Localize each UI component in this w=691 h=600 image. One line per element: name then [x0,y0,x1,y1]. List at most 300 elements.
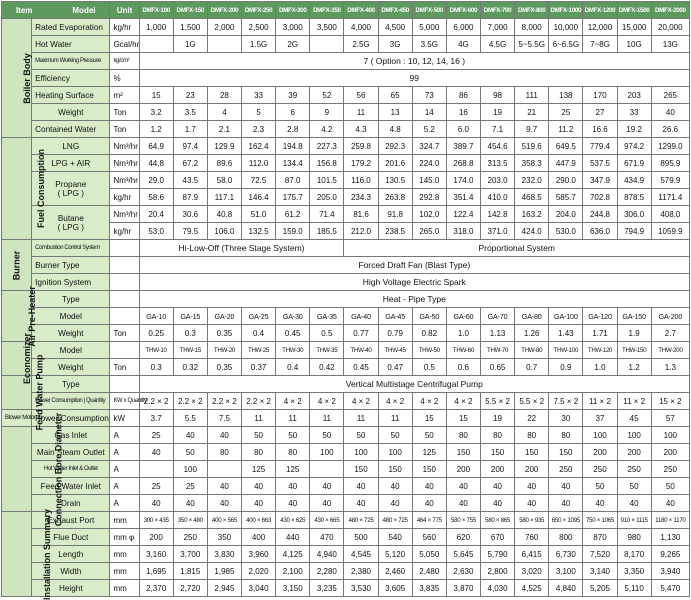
unit-label [110,274,139,291]
value-cell: 200 [515,461,549,478]
value-cell: 0.42 [310,359,344,376]
value-cell: 40 [173,495,207,512]
unit-label: Ton [110,121,139,138]
value-cell: 480 × 725 [344,512,378,529]
value-cell: 40 [412,495,446,512]
value-cell: GA-150 [617,308,651,325]
spec-table [1,1,690,600]
header-unit: Unit [110,2,139,19]
item-label: Height [32,580,110,597]
value-cell: 1.43 [549,325,583,342]
value-cell: 620 [446,529,480,546]
value-cell: 11 [242,410,276,427]
model-header: DMFX-800 [515,2,549,19]
model-header: DMFX-2000 [651,2,689,19]
model-header: DMFX-100 [139,2,173,19]
value-cell: 111 [515,87,549,104]
value-cell: 203 [617,87,651,104]
value-cell: 2.2 × 2 [139,393,173,410]
value-cell: 2,500 [242,19,276,36]
value-cell: 81.6 [344,206,378,223]
item-label: Drain [32,495,110,512]
item-label: Ignition System [32,274,110,291]
unit-label [110,240,139,257]
value-cell: 37 [583,410,617,427]
value-cell: 1G [173,36,207,53]
value-cell: 16.6 [583,121,617,138]
value-cell: 25 [139,478,173,495]
value-cell: 203.0 [480,172,514,189]
value-cell: 72.5 [242,172,276,189]
value-cell: 100 [583,427,617,444]
item-label: Main Steam Outlet [32,444,110,461]
value-cell: 670 [480,529,514,546]
value-cell: 580 × 935 [515,512,549,529]
value-cell: 201.6 [378,155,412,172]
row-butane_nm3 [2,206,690,223]
value-cell: 5,645 [446,546,480,563]
value-cell: 540 [378,529,412,546]
unit-label: % [110,70,139,87]
value-cell: 97.4 [173,138,207,155]
value-cell: 3,020 [515,563,549,580]
row-length [2,546,690,563]
row-combustion_control [2,240,690,257]
value-cell: 3,150 [276,580,310,597]
item-label: Heating Surface [32,87,110,104]
value-cell: 150 [378,461,412,478]
category-label: Air Pre-Heater [26,285,37,347]
item-label: Gas Inlet [32,427,110,444]
value-cell: 650 × 1095 [549,512,583,529]
row-lng [2,138,690,155]
value-cell: 3,100 [549,563,583,580]
value-cell: 4,030 [480,580,514,597]
value-cell: 6,730 [549,546,583,563]
unit-label [110,291,139,308]
value-cell: 250 [549,461,583,478]
item-label-propane: Propane ( LPG ) [32,172,110,206]
value-cell: 4,125 [276,546,310,563]
unit-label: Nm³/hr [110,172,139,189]
value-cell: 6.0 [446,121,480,138]
span-value: 99 [139,70,689,87]
value-cell: 5,000 [412,19,446,36]
value-cell: 29.0 [139,172,173,189]
value-cell: 11 [344,410,378,427]
value-cell: 40 [276,478,310,495]
value-cell: 64.9 [139,138,173,155]
value-cell: 4,940 [310,546,344,563]
value-cell: 530.0 [549,223,583,240]
value-cell: 2,380 [344,563,378,580]
value-cell: 50 [242,427,276,444]
row-feed_water_inlet [2,478,690,495]
value-cell: 200 [617,444,651,461]
value-cell: GA-15 [173,308,207,325]
value-cell: 40 [207,495,241,512]
value-cell: THW-30 [276,342,310,359]
value-cell: 125 [242,461,276,478]
unit-label: kg/cm² [110,53,139,70]
row-width [2,563,690,580]
row-pump_power [2,393,690,410]
value-cell: 122.4 [446,206,480,223]
value-cell: 67.2 [173,155,207,172]
value-cell: 25 [139,427,173,444]
value-cell: 1,985 [207,563,241,580]
value-cell: 7.5 × 2 [549,393,583,410]
value-cell: 16 [446,104,480,121]
item-label: Weight [32,104,110,121]
value-cell: 2.2 × 2 [242,393,276,410]
value-cell: 2,945 [207,580,241,597]
item-label: Contained Water [32,121,110,138]
value-cell: 0.25 [139,325,173,342]
unit-label: m² [110,87,139,104]
value-cell: 4 × 2 [310,393,344,410]
row-flue_duct [2,529,690,546]
value-cell: 33 [242,87,276,104]
value-cell: 1180 × 1170 [651,512,689,529]
value-cell: 146.4 [242,189,276,206]
value-cell: 10G [617,36,651,53]
value-cell: 14 [412,104,446,121]
value-cell: 40 [651,104,689,121]
value-cell: 100 [651,427,689,444]
value-cell: 6~6.5G [549,36,583,53]
value-cell: GA-10 [139,308,173,325]
value-cell: THW-35 [310,342,344,359]
value-cell: 3,530 [344,580,378,597]
value-cell: 3G [378,36,412,53]
value-cell: 40 [515,478,549,495]
value-cell: 537.5 [583,155,617,172]
unit-label: KW x Quantity [110,393,139,410]
header-model: Model [72,5,96,15]
value-cell: 440 [276,529,310,546]
value-cell: 250 [583,461,617,478]
value-cell: 5~5.5G [515,36,549,53]
value-cell: 40 [344,495,378,512]
value-cell: 150 [515,444,549,461]
model-header: DMFX-600 [446,2,480,19]
value-cell: 580 × 755 [446,512,480,529]
value-cell: 40 [515,495,549,512]
value-cell: 26.6 [651,121,689,138]
value-cell: 464 × 775 [412,512,446,529]
value-cell: 0.77 [344,325,378,342]
value-cell: 408.0 [651,206,689,223]
value-cell: 204.0 [549,206,583,223]
value-cell: 40 [549,478,583,495]
value-cell: 585.7 [549,189,583,206]
value-cell: 0.45 [344,359,378,376]
value-cell: 750 × 1065 [583,512,617,529]
value-cell: 112.0 [242,155,276,172]
value-cell: 649.5 [549,138,583,155]
item-label: Rated Evaporation [32,19,110,36]
value-cell: 430 × 665 [310,512,344,529]
value-cell: 15 [139,87,173,104]
value-cell: 86 [446,87,480,104]
value-cell: 250 [173,529,207,546]
value-cell: 20,000 [651,19,689,36]
value-cell: 159.0 [276,223,310,240]
value-cell: 2,100 [276,563,310,580]
value-cell: 4.8 [378,121,412,138]
model-header: DMFX-450 [378,2,412,19]
value-cell: 265.0 [412,223,446,240]
value-cell: 125 [412,444,446,461]
value-cell: 3,160 [139,546,173,563]
value-cell: 0.6 [446,359,480,376]
value-cell: 400 [242,529,276,546]
value-cell: 8,000 [515,19,549,36]
value-cell: 7~8G [583,36,617,53]
span-value: Proportional System [344,240,690,257]
value-cell: 0.82 [412,325,446,342]
value-cell: THW-150 [617,342,651,359]
value-cell: 39 [276,87,310,104]
value-cell: 1.2 [617,359,651,376]
value-cell: 4,500 [378,19,412,36]
value-cell: 3,605 [378,580,412,597]
value-cell: 150 [344,461,378,478]
value-cell: 5,050 [412,546,446,563]
value-cell: 0.47 [378,359,412,376]
value-cell: GA-70 [480,308,514,325]
span-value: High Voltage Electric Spark [139,274,689,291]
row-aph_model [2,308,690,325]
value-cell: 80 [276,444,310,461]
value-cell: 227.3 [310,138,344,155]
value-cell: 3,500 [310,19,344,36]
value-cell: 106.0 [207,223,241,240]
value-cell: 980 [617,529,651,546]
row-aph_weight [2,325,690,342]
unit-label: kg/hr [110,19,139,36]
model-header: DMFX-200 [207,2,241,19]
value-cell: 1299.0 [651,138,689,155]
value-cell: 2,000 [207,19,241,36]
value-cell: 200 [446,461,480,478]
value-cell: 20.4 [139,206,173,223]
value-cell: 80 [549,427,583,444]
item-label: Flue Duct [32,529,110,546]
value-cell: 2,630 [446,563,480,580]
value-cell: 1,130 [651,529,689,546]
value-cell: 234.3 [344,189,378,206]
value-cell: 579.9 [651,172,689,189]
value-cell: GA-50 [412,308,446,325]
value-cell: 1,815 [173,563,207,580]
value-cell: 2,370 [139,580,173,597]
category-burner [2,240,32,291]
unit-label [110,342,139,359]
value-cell: 51.0 [242,206,276,223]
value-cell: 40 [310,478,344,495]
value-cell: 40 [378,478,412,495]
value-cell: 9 [310,104,344,121]
row-blower_power [2,410,690,427]
item-label: Efficiency [32,70,110,87]
value-cell: 0.4 [276,359,310,376]
value-cell: 4,840 [549,580,583,597]
value-cell: 1.7 [173,121,207,138]
value-cell: 12,000 [583,19,617,36]
value-cell: 1,500 [173,19,207,36]
value-cell: 290.0 [549,172,583,189]
value-cell: 7,520 [583,546,617,563]
category-fuel [2,138,46,240]
value-cell: 5,205 [583,580,617,597]
value-cell: 40 [173,427,207,444]
value-cell: 129.9 [207,138,241,155]
value-cell: 2G [276,36,310,53]
value-cell: 21 [515,104,549,121]
item-label: Weight [32,359,110,376]
item-label-butane: Butane ( LPG ) [32,206,110,240]
value-cell: THW-200 [651,342,689,359]
value-cell: 480 × 725 [378,512,412,529]
row-drain [2,495,690,512]
value-cell: 4 × 2 [446,393,480,410]
value-cell: 40 [480,478,514,495]
value-cell [139,36,173,53]
value-cell: 3,040 [242,580,276,597]
value-cell: 3,870 [446,580,480,597]
value-cell: 185.5 [310,223,344,240]
value-cell: 170 [583,87,617,104]
span-value: 7 ( Option : 10, 12, 14, 16 ) [139,53,689,70]
unit-label: A [110,495,139,512]
value-cell: 4G [446,36,480,53]
category-label: Burner [11,250,22,280]
value-cell: 671.9 [617,155,651,172]
value-cell: 0.32 [173,359,207,376]
value-cell: 79.5 [173,223,207,240]
value-cell: 50 [310,427,344,444]
value-cell: 40 [310,495,344,512]
value-cell: 895.9 [651,155,689,172]
value-cell: 44.8 [139,155,173,172]
value-cell: 5.5 × 2 [480,393,514,410]
value-cell: 259.8 [344,138,378,155]
value-cell: 100 [617,427,651,444]
value-cell: 2.2 × 2 [173,393,207,410]
value-cell: 0.3 [139,359,173,376]
value-cell: 40 [378,495,412,512]
unit-label: A [110,478,139,495]
item-label: Type [32,291,110,308]
row-propane_nm3 [2,172,690,189]
value-cell: 0.7 [515,359,549,376]
value-cell: 3,350 [617,563,651,580]
value-cell: 4,525 [515,580,549,597]
value-cell: 40 [242,495,276,512]
value-cell: 1.71 [583,325,617,342]
value-cell: 0.5 [310,325,344,342]
value-cell: 116.0 [344,172,378,189]
value-cell: 50 [276,427,310,444]
value-cell: 91.8 [378,206,412,223]
value-cell: 19 [480,410,514,427]
value-cell: 760 [515,529,549,546]
value-cell: 636.0 [583,223,617,240]
value-cell: 205.0 [310,189,344,206]
value-cell: 3.5G [412,36,446,53]
row-eco_weight [2,359,690,376]
value-cell: 11 [276,410,310,427]
row-main_steam [2,444,690,461]
value-cell: 6,000 [446,19,480,36]
value-cell: 150 [549,444,583,461]
value-cell: 500 [344,529,378,546]
value-cell: GA-45 [378,308,412,325]
value-cell: 200 [480,461,514,478]
value-cell: 0.35 [207,325,241,342]
value-cell: 50 [378,427,412,444]
value-cell: 974.2 [617,138,651,155]
value-cell: 324.7 [412,138,446,155]
value-cell: GA-80 [515,308,549,325]
value-cell: 30.6 [173,206,207,223]
row-aph_type [2,291,690,308]
value-cell: 1.5G [242,36,276,53]
value-cell: 80 [515,427,549,444]
value-cell: 800 [549,529,583,546]
value-cell: 50 [344,427,378,444]
header-item-model [2,2,110,19]
item-label: Model [32,342,110,359]
value-cell: 175.7 [276,189,310,206]
value-cell: THW-20 [207,342,241,359]
category-boiler_body [2,19,32,138]
value-cell: 40 [446,495,480,512]
value-cell: 25 [173,478,207,495]
value-cell: 11 × 2 [583,393,617,410]
value-cell: 4,000 [344,19,378,36]
value-cell: 40 [139,495,173,512]
value-cell: 430 × 625 [276,512,310,529]
value-cell: 58.0 [207,172,241,189]
value-cell: 73 [412,87,446,104]
value-cell: 19 [480,104,514,121]
category-installation [2,508,53,600]
value-cell: 4 × 2 [344,393,378,410]
value-cell: 268.8 [446,155,480,172]
value-cell: 3,835 [412,580,446,597]
span-value: Vertical Multistage Centrifugal Pump [139,376,689,393]
value-cell: 2.2 × 2 [207,393,241,410]
value-cell: 130.5 [378,172,412,189]
row-eco_model [2,342,690,359]
value-cell: 232.0 [515,172,549,189]
value-cell: 142.8 [480,206,514,223]
value-cell: 702.8 [583,189,617,206]
value-cell: 878.5 [617,189,651,206]
item-label: Weight [32,325,110,342]
value-cell: 263.8 [378,189,412,206]
value-cell: 15,000 [617,19,651,36]
unit-label: Gcal/hr [110,36,139,53]
category-label: Feed Water Pump [34,354,45,431]
value-cell: 0.4 [242,325,276,342]
model-header: DMFX-250 [242,2,276,19]
unit-label: Nm³/hr [110,206,139,223]
value-cell: 65 [378,87,412,104]
